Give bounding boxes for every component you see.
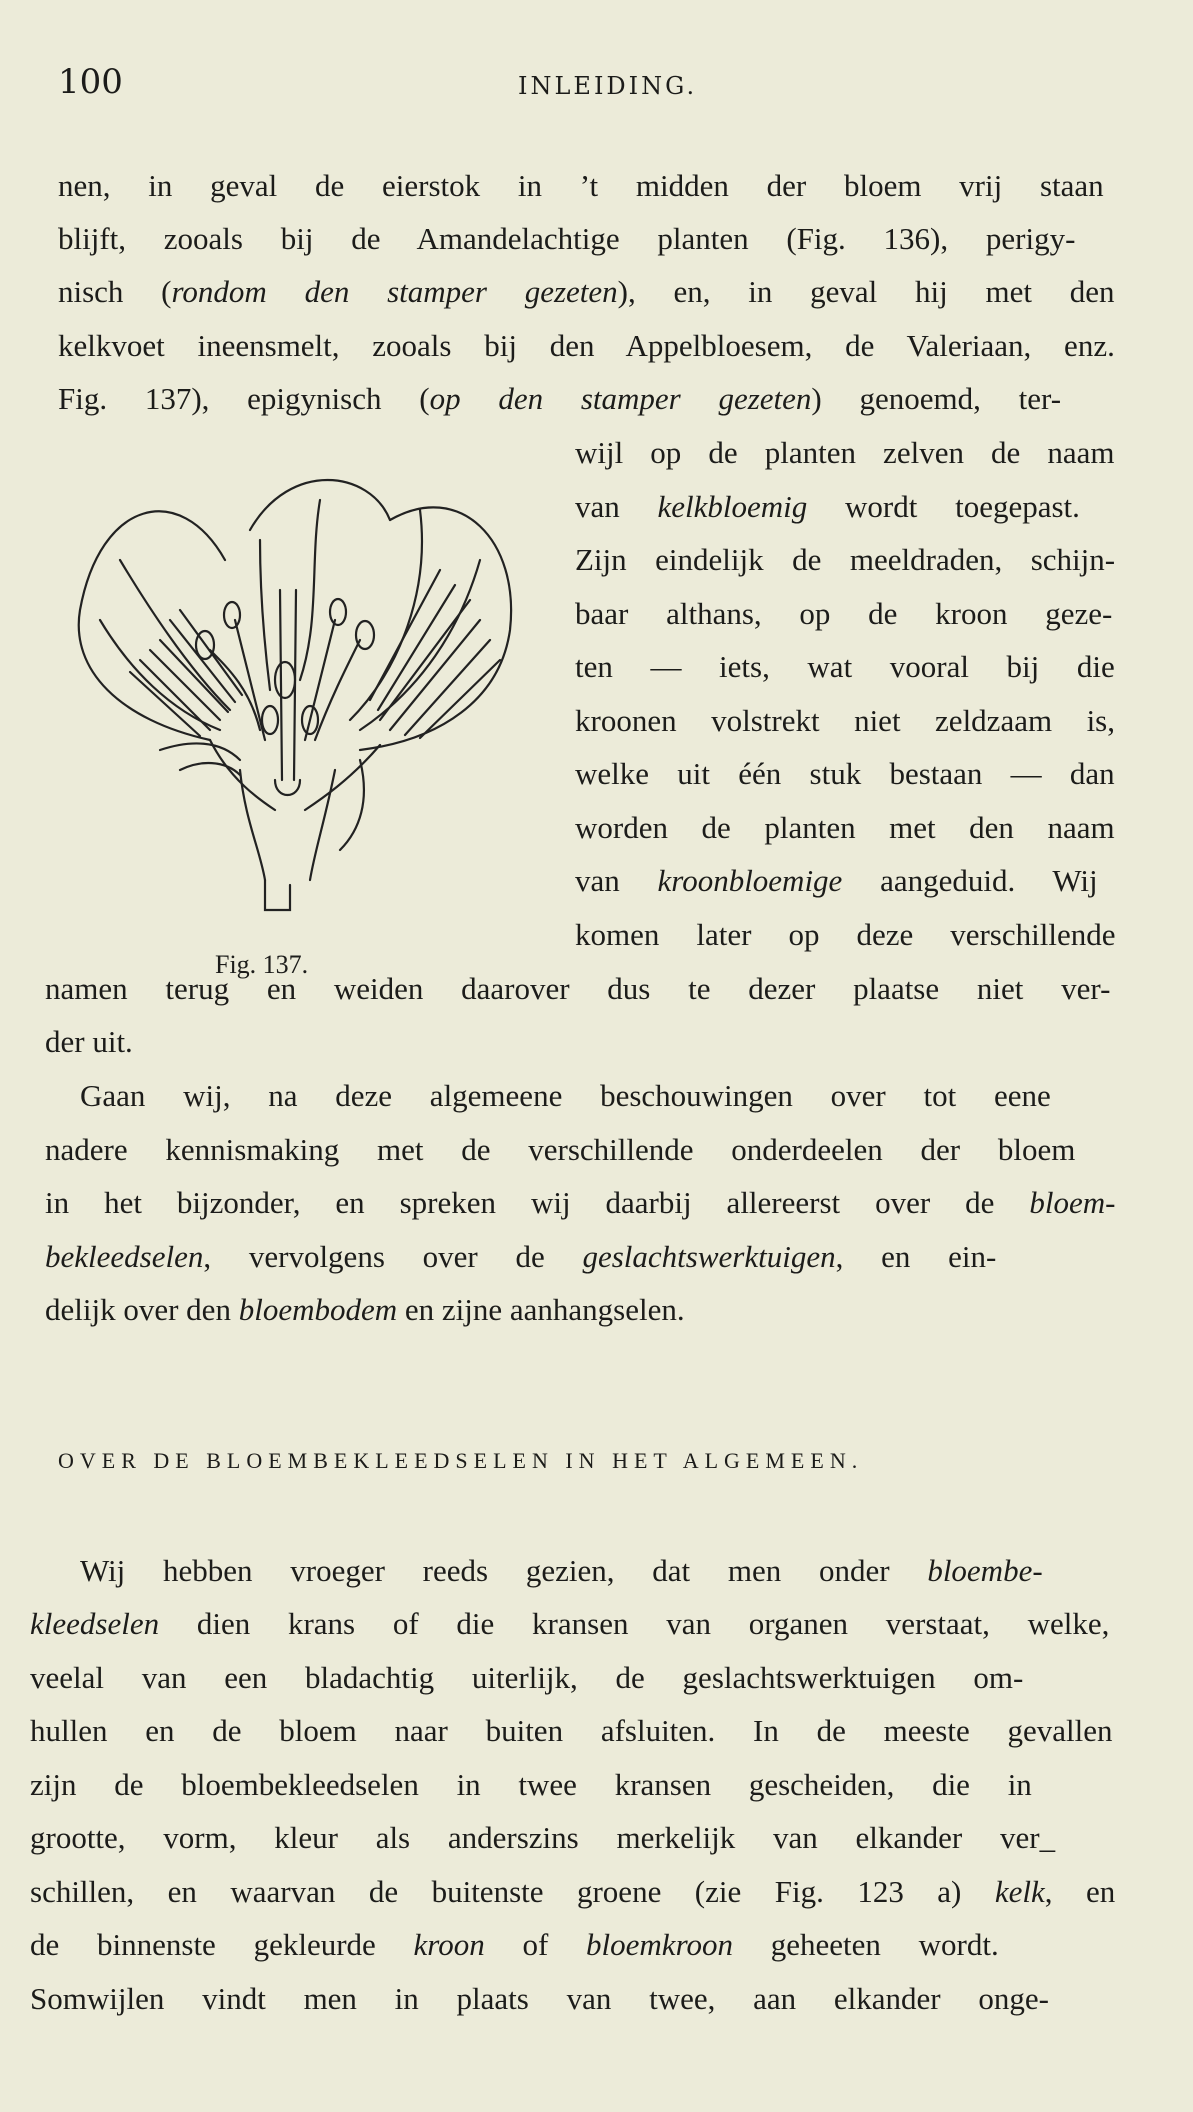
italic-text: kelkbloemig [657, 489, 808, 524]
text-segment: en zijne aanhangselen. [397, 1292, 685, 1327]
text-segment: in het bijzonder, en spreken wij daarbij allereerst over de [45, 1185, 1030, 1220]
text-line [575, 651, 1115, 682]
text-segment: Fig. 137), epigynisch ( [58, 381, 430, 416]
text-line [45, 1134, 1075, 1165]
text-segment: grootte, vorm, kleur als anderszins merkelijk van elkander ver_ [30, 1820, 1056, 1855]
text-line [45, 973, 1110, 1004]
italic-text: kroonbloemige [657, 863, 843, 898]
italic-text: geslachtswerktuigen [582, 1239, 836, 1274]
italic-text: bloemkroon [586, 1927, 733, 1962]
text-segment: de binnenste gekleurde [30, 1927, 414, 1962]
text-segment: ten — iets, wat vooral bij die [575, 649, 1115, 684]
italic-text: bloembodem [238, 1292, 398, 1327]
text-segment: delijk over den [45, 1292, 239, 1327]
text-line [575, 812, 1115, 843]
italic-text: bloembe- [927, 1553, 1043, 1588]
text-segment: namen terug en weiden daarover dus te dezer plaatse niet ver- [45, 971, 1111, 1006]
text-segment: Zijn eindelijk de meeldraden, schijn- [575, 542, 1116, 577]
text-line [58, 276, 1114, 307]
text-segment: van [575, 863, 658, 898]
text-line [575, 758, 1115, 789]
text-segment: hullen en de bloem naar buiten afsluiten. In de meeste gevallen [30, 1713, 1113, 1748]
text-line [575, 437, 1115, 468]
text-segment: , en ein- [835, 1239, 997, 1274]
italic-text: bekleedselen [45, 1239, 204, 1274]
text-segment: schillen, en waarvan de buitenste groene (zie Fig. 123 a) [30, 1874, 995, 1909]
text-line [58, 170, 1104, 201]
text-segment: wordt toegepast. [807, 489, 1080, 524]
text-segment: komen later op deze verschillende [575, 917, 1116, 952]
text-line [575, 491, 1080, 522]
text-segment: dien krans of die kransen van organen verstaat, welke, [159, 1606, 1110, 1641]
text-line [575, 544, 1115, 575]
text-segment: Somwijlen vindt men in plaats van twee, aan elkander onge- [30, 1981, 1049, 2016]
flower-illustration [60, 440, 530, 940]
text-segment: aangeduid. Wij [842, 863, 1098, 898]
italic-text: bloem- [1029, 1185, 1116, 1220]
text-segment: ), en, in geval hij met den [617, 274, 1115, 309]
text-line [45, 1026, 133, 1057]
figure-caption: Fig. 137. [215, 950, 309, 979]
italic-text: kleedselen [30, 1606, 160, 1641]
text-segment: Wij hebben vroeger reeds gezien, dat men onder [80, 1553, 928, 1588]
running-head: INLEIDING. [518, 72, 698, 100]
text-line [45, 1294, 685, 1325]
text-line [575, 919, 1115, 950]
text-line [58, 330, 1115, 361]
text-segment: wijl op de planten zelven de naam [575, 435, 1115, 470]
text-line [80, 1080, 1051, 1111]
text-segment: of [484, 1927, 587, 1962]
text-segment: kelkvoet ineensmelt, zooals bij den Appelbloesem, de Valeriaan, enz. [58, 328, 1115, 363]
text-segment: veelal van een bladachtig uiterlijk, de geslachtswerktuigen om- [30, 1660, 1024, 1695]
text-line [30, 1876, 1115, 1907]
text-line [30, 1662, 1023, 1693]
page-number: 100 [58, 62, 123, 102]
italic-text: kelk [994, 1874, 1045, 1909]
text-segment: van [575, 489, 658, 524]
text-segment: , vervolgens over de [203, 1239, 583, 1274]
text-segment: der uit. [45, 1024, 133, 1059]
text-line [30, 1715, 1112, 1746]
text-line [80, 1555, 1043, 1586]
text-segment: baar althans, op de kroon geze- [575, 596, 1113, 631]
text-segment: zijn de bloembekleedselen in twee kransen gescheiden, die in [30, 1767, 1032, 1802]
text-segment: worden de planten met den naam [575, 810, 1115, 845]
text-segment: ) genoemd, ter- [811, 381, 1062, 416]
text-line [30, 1769, 1032, 1800]
text-segment: , en [1044, 1874, 1116, 1909]
section-heading: OVER DE BLOEMBEKLEEDSELEN IN HET ALGEMEEN. [58, 1448, 864, 1473]
text-segment: welke uit één stuk bestaan — dan [575, 756, 1115, 791]
page-header [58, 62, 1118, 112]
text-line [575, 865, 1098, 896]
text-line [30, 1822, 1055, 1853]
italic-text: kroon [413, 1927, 485, 1962]
text-line [45, 1241, 996, 1272]
flower-drawing [60, 440, 530, 940]
text-segment: nisch ( [58, 274, 172, 309]
text-line [575, 598, 1112, 629]
text-segment: blijft, zooals bij de Amandelachtige planten (Fig. 136), perigy- [58, 221, 1076, 256]
text-line [58, 383, 1061, 414]
italic-text: op den stamper gezeten [429, 381, 812, 416]
text-line [30, 1929, 999, 1960]
text-line [45, 1187, 1115, 1218]
text-line [30, 1983, 1049, 2014]
text-segment: geheeten wordt. [732, 1927, 999, 1962]
text-line [58, 223, 1075, 254]
text-line [30, 1608, 1109, 1639]
text-segment: kroonen volstrekt niet zeldzaam is, [575, 703, 1116, 738]
text-segment: nadere kennismaking met de verschillende onderdeelen der bloem [45, 1132, 1076, 1167]
text-segment: Gaan wij, na deze algemeene beschouwingen over tot eene [80, 1078, 1051, 1113]
text-line [575, 705, 1115, 736]
italic-text: rondom den stamper gezeten [171, 274, 618, 309]
text-segment: nen, in geval de eierstok in ’t midden der bloem vrij staan [58, 168, 1104, 203]
